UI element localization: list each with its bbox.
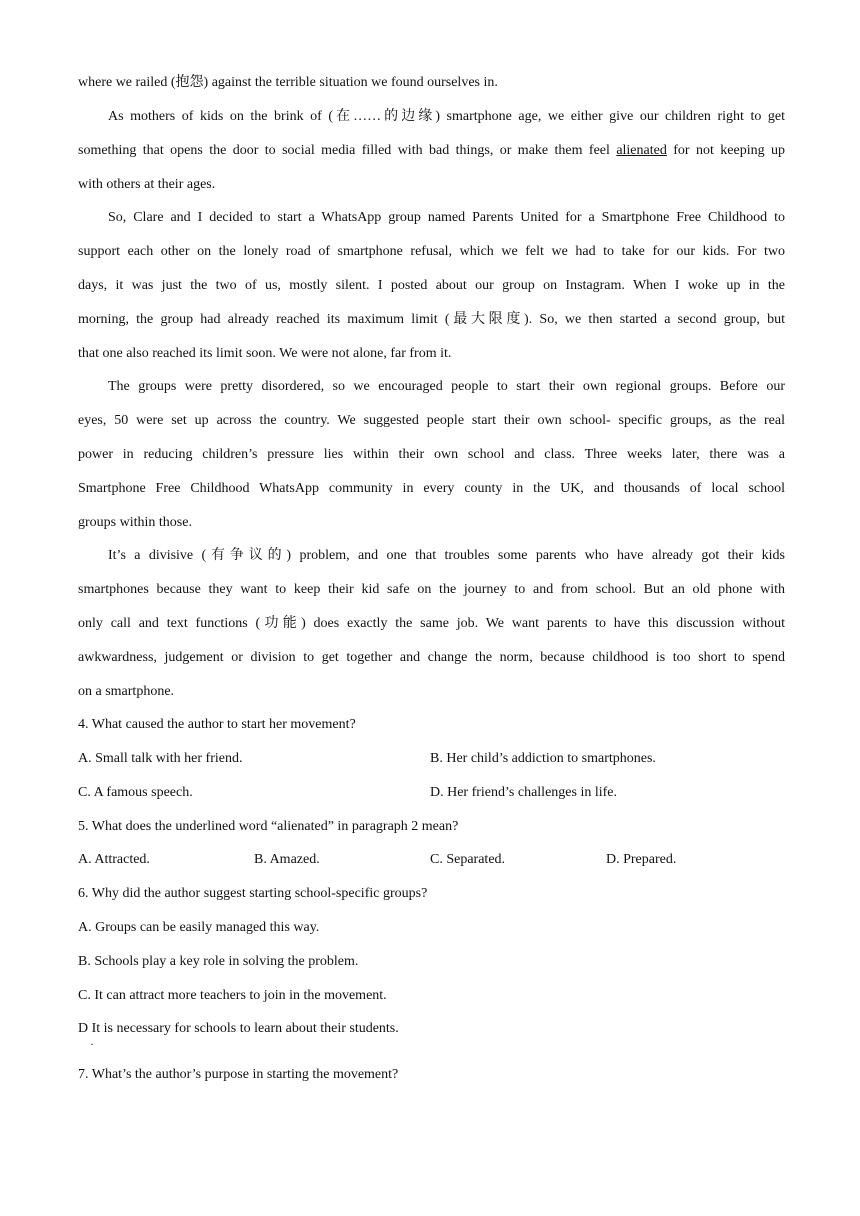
question-stem: 7. What’s the author’s purpose in starting the movement? [78, 1067, 399, 1082]
option-d: D. Prepared. [606, 852, 677, 867]
paragraph-line: eyes, 50 were set up across the country. We suggested people start their own school- specific groups, as the real [78, 413, 785, 428]
question-stem: 4. What caused the author to start her movement? [78, 717, 356, 732]
question-stem: 5. What does the underlined word “alienated” in paragraph 2 mean? [78, 819, 459, 834]
text-span: for not keeping up [666, 143, 785, 158]
stray-dot-mark: · [90, 1037, 94, 1051]
option-b: B. Schools play a key role in solving the problem. [78, 954, 359, 969]
paragraph-line: only call and text functions (功能) does exactly the same job. We want parents to have this discussion without [78, 616, 785, 631]
option-d: D. Her friend’s challenges in life. [430, 785, 617, 800]
option-b: B. Her child’s addiction to smartphones. [430, 751, 656, 766]
paragraph-line: The groups were pretty disordered, so we encouraged people to start their own regional groups. Before our [108, 379, 785, 394]
paragraph-line: days, it was just the two of us, mostly silent. I posted about our group on Instagram. When I woke up in the [78, 278, 785, 293]
option-b: B. Amazed. [254, 852, 320, 867]
paragraph-line: smartphones because they want to keep their kid safe on the journey to and from school. But an old phone with [78, 582, 785, 597]
paragraph-line: power in reducing children’s pressure lies within their own school and class. Three weeks later, there was a [78, 447, 785, 462]
option-a: A. Small talk with her friend. [78, 751, 243, 766]
paragraph-line: It’s a divisive (有争议的) problem, and one that troubles some parents who have already got their kids [108, 548, 785, 563]
option-c: C. Separated. [430, 852, 506, 867]
paragraph-line [78, 141, 785, 161]
option-c: C. A famous speech. [78, 785, 193, 800]
question-stem: 6. Why did the author suggest starting school-specific groups? [78, 886, 428, 901]
text-span: something that opens the door to social media filled with bad things, or make them feel [78, 143, 617, 158]
paragraph-line: that one also reached its limit soon. We were not alone, far from it. [78, 346, 452, 361]
paragraph-line: So, Clare and I decided to start a WhatsApp group named Parents United for a Smartphone Free Childhood to [108, 210, 785, 225]
underlined-word: alienated [616, 143, 667, 158]
paragraph-line: morning, the group had already reached its maximum limit (最大限度). So, we then started a second group, but [78, 312, 785, 327]
paragraph-line: with others at their ages. [78, 177, 216, 192]
option-d: D It is necessary for schools to learn about their students. [78, 1021, 399, 1036]
paragraph-line: As mothers of kids on the brink of (在……的边缘) smartphone age, we either give our children right to get [108, 109, 785, 124]
option-a: A. Groups can be easily managed this way. [78, 920, 320, 935]
option-a: A. Attracted. [78, 852, 150, 867]
option-c: C. It can attract more teachers to join in the movement. [78, 988, 387, 1003]
paragraph-line: on a smartphone. [78, 684, 175, 699]
paragraph-line: awkwardness, judgement or division to get together and change the norm, because childhood is too short to spend [78, 650, 785, 665]
paragraph-line: support each other on the lonely road of smartphone refusal, which we felt we had to take for our kids. For two [78, 244, 785, 259]
paragraph-line: groups within those. [78, 515, 192, 530]
paragraph-line: where we railed (抱怨) against the terrible situation we found ourselves in. [78, 75, 498, 90]
paragraph-line: Smartphone Free Childhood WhatsApp community in every county in the UK, and thousands of local school [78, 481, 785, 496]
